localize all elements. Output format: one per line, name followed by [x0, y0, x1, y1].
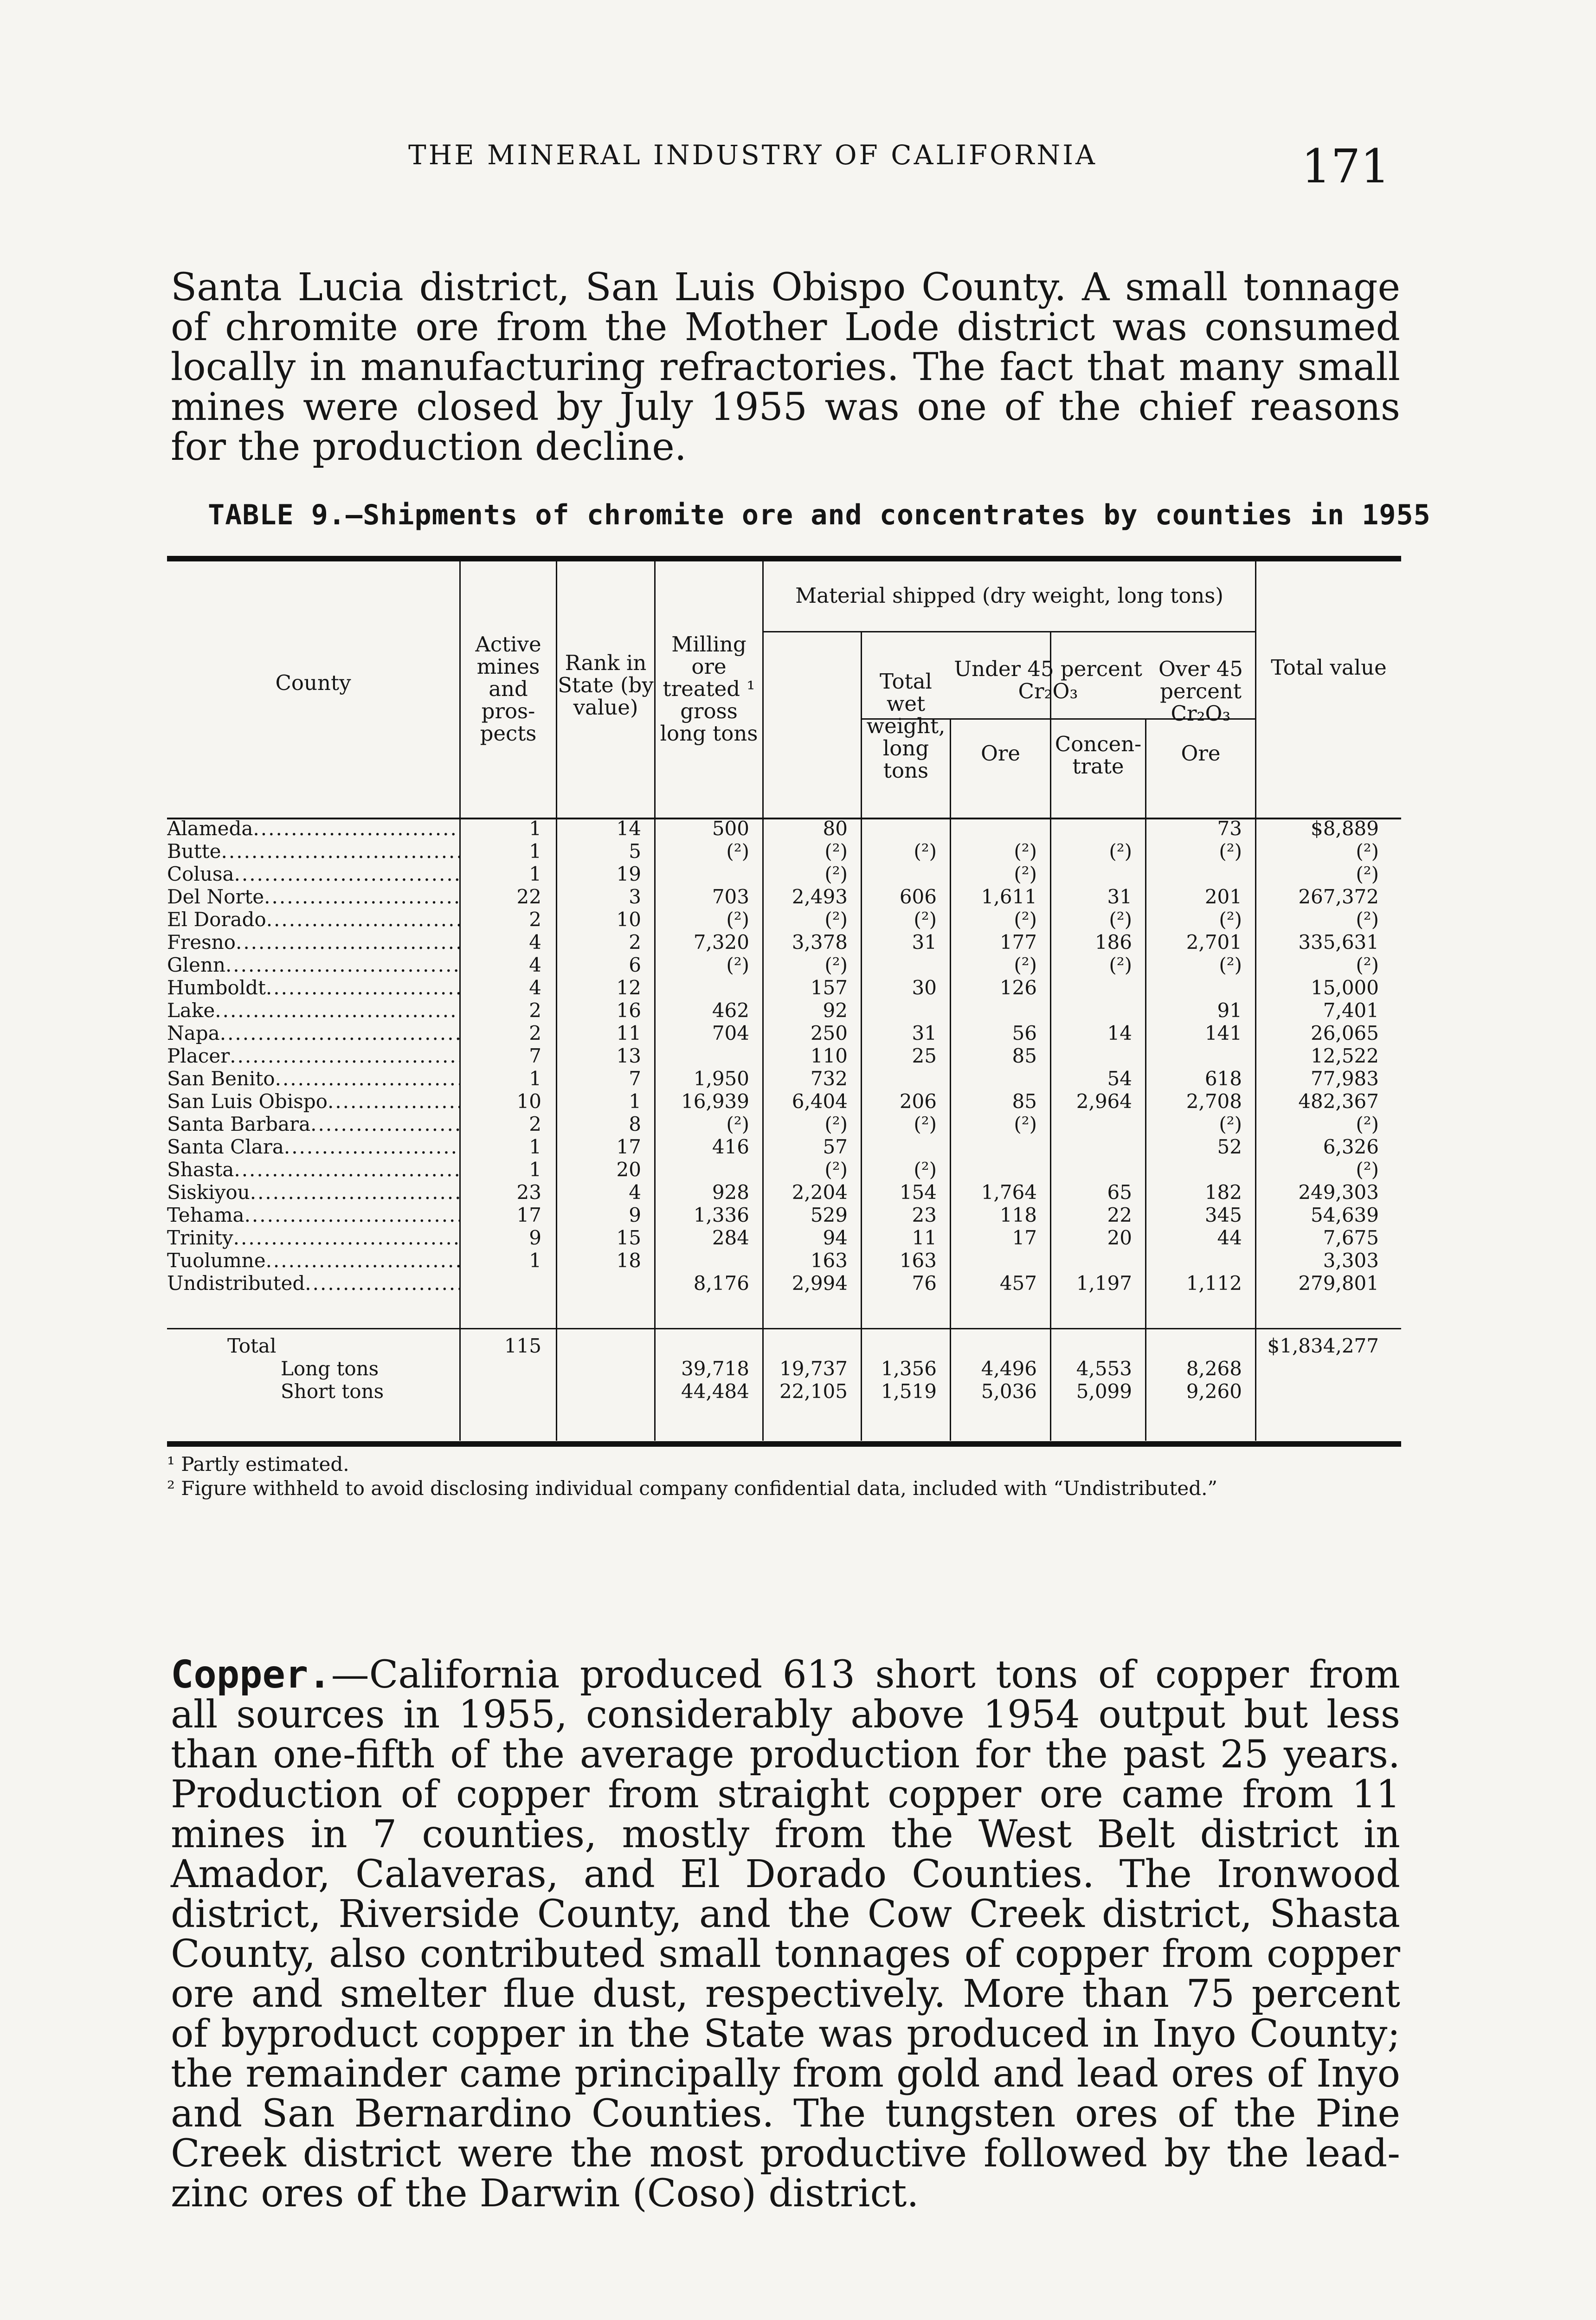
cell-u-ore: 76 — [912, 1272, 937, 1295]
cell-u-ore: 11 — [912, 1226, 937, 1249]
cell-o-conc: 141 — [1204, 1022, 1242, 1044]
cell-o-conc: 182 — [1204, 1181, 1242, 1204]
table-row — [167, 1249, 1401, 1273]
footnote-2: ² Figure withheld to avoid disclosing individual company confidential data, included with “Undistributed.” — [167, 1477, 1217, 1500]
county-label: Glenn — [167, 954, 225, 976]
cell-o-ore: 54 — [1107, 1067, 1132, 1090]
table-row — [167, 1203, 1401, 1227]
cell-rank: 12 — [616, 976, 641, 999]
county-name — [167, 1158, 459, 1182]
county-name — [167, 1180, 459, 1205]
cell-u-ore: (²) — [914, 1158, 937, 1181]
cell-value: 12,522 — [1311, 1044, 1379, 1067]
cell-value: (²) — [1356, 1158, 1379, 1181]
cell-milling: 1,950 — [693, 1067, 749, 1090]
county-label: San Benito — [167, 1067, 275, 1090]
table-row — [167, 1067, 1401, 1091]
county-name — [167, 908, 459, 932]
cell-rank: 19 — [616, 863, 641, 885]
cell-o-conc: (²) — [1219, 1113, 1242, 1135]
header-under-ore: Ore — [980, 741, 1021, 766]
total-cell-o-conc: 9,260 — [1186, 1380, 1242, 1403]
cell-value: 77,983 — [1311, 1067, 1379, 1090]
cell-o-ore: 65 — [1107, 1181, 1132, 1204]
cell-u-conc: (²) — [1014, 908, 1037, 931]
cell-active: 23 — [516, 1181, 541, 1204]
table-row — [167, 885, 1401, 909]
cell-milling: 16,939 — [681, 1090, 749, 1113]
cell-rank: 20 — [616, 1158, 641, 1181]
cell-rank: 4 — [629, 1181, 641, 1204]
county-label: Trinity — [167, 1226, 233, 1249]
cell-o-conc: 345 — [1204, 1204, 1242, 1226]
county-label: Placer — [167, 1044, 230, 1067]
county-label: Del Norte — [167, 885, 264, 908]
county-name — [167, 1067, 459, 1091]
cell-milling: 7,320 — [693, 931, 749, 954]
cell-rank: 17 — [616, 1135, 641, 1158]
county-name — [167, 999, 459, 1023]
copper-section — [171, 1655, 1400, 2214]
cell-rank: 13 — [616, 1044, 641, 1067]
county-name — [167, 1044, 459, 1068]
cell-wet: 157 — [810, 976, 848, 999]
header-material-shipped: Material shipped (dry weight, long tons) — [795, 583, 1223, 608]
header-under-concentrate: Concen-trate — [1055, 732, 1142, 779]
cell-u-ore: 25 — [912, 1044, 937, 1067]
cell-o-ore: 20 — [1107, 1226, 1132, 1249]
cell-wet: 6,404 — [792, 1090, 848, 1113]
total-cell-o-ore: 5,099 — [1076, 1380, 1132, 1403]
cell-wet: 57 — [823, 1135, 848, 1158]
cell-active: 17 — [516, 1204, 541, 1226]
cell-value: 279,801 — [1298, 1272, 1379, 1295]
cell-value: 267,372 — [1298, 885, 1379, 908]
cell-wet: (²) — [824, 840, 848, 863]
county-label: Shasta — [167, 1158, 234, 1181]
cell-wet: 2,994 — [792, 1272, 848, 1295]
cell-milling: 703 — [712, 885, 749, 908]
header-total-wet-weight: Total wet weight, long tons — [866, 669, 946, 783]
total-label: Total — [227, 1334, 277, 1357]
cell-o-conc: (²) — [1219, 840, 1242, 863]
cell-wet: (²) — [824, 863, 848, 885]
total-cell-milling: 44,484 — [681, 1380, 749, 1403]
page-number: 171 — [1301, 139, 1390, 193]
cell-milling: 462 — [712, 999, 749, 1022]
cell-active: 1 — [529, 1249, 541, 1272]
cell-o-conc: (²) — [1219, 908, 1242, 931]
cell-o-conc: 91 — [1217, 999, 1242, 1022]
cell-o-ore: 31 — [1107, 885, 1132, 908]
cell-rank: 15 — [616, 1226, 641, 1249]
cell-o-conc: 1,112 — [1186, 1272, 1242, 1295]
cell-wet: 2,493 — [792, 885, 848, 908]
total-label: Long tons — [281, 1357, 379, 1380]
cell-o-conc: 2,701 — [1186, 931, 1242, 954]
cell-active: 2 — [529, 999, 541, 1022]
county-label: Napa — [167, 1022, 220, 1044]
cell-value: $8,889 — [1311, 817, 1379, 840]
cell-active: 9 — [529, 1226, 541, 1249]
cell-active: 1 — [529, 1067, 541, 1090]
cell-o-ore: 186 — [1094, 931, 1132, 954]
header-under-45: Under 45 percent Cr₂O₃ — [954, 657, 1142, 703]
cell-active: 2 — [529, 1022, 541, 1044]
table-row — [167, 1180, 1401, 1205]
county-name — [167, 976, 459, 1000]
total-cell-wet: 19,737 — [779, 1357, 848, 1380]
cell-value: 335,631 — [1298, 931, 1379, 954]
cell-u-conc: (²) — [1014, 954, 1037, 976]
cell-value: 6,326 — [1323, 1135, 1379, 1158]
cell-value: 249,303 — [1298, 1181, 1379, 1204]
county-name — [167, 817, 459, 841]
copper-heading: Copper. — [171, 1653, 331, 1697]
county-label: Tuolumne — [167, 1249, 266, 1272]
cell-wet: 92 — [823, 999, 848, 1022]
cell-active: 1 — [529, 1135, 541, 1158]
total-cell-active: 115 — [504, 1334, 541, 1357]
header-milling-ore: Milling ore treated ¹ gross long tons — [660, 632, 758, 746]
table-row — [167, 930, 1401, 954]
cell-o-ore: 2,964 — [1076, 1090, 1132, 1113]
cell-u-conc: (²) — [1014, 863, 1037, 885]
cell-u-ore: 23 — [912, 1204, 937, 1226]
county-name — [167, 885, 459, 909]
cell-u-ore: 606 — [899, 885, 937, 908]
total-cell-o-conc: 8,268 — [1186, 1357, 1242, 1380]
cell-value: (²) — [1356, 863, 1379, 885]
cell-u-ore: (²) — [914, 1113, 937, 1135]
cell-wet: 110 — [810, 1044, 848, 1067]
cell-u-ore: 31 — [912, 1022, 937, 1044]
cell-milling: (²) — [726, 908, 749, 931]
cell-o-conc: (²) — [1219, 954, 1242, 976]
table-row — [167, 999, 1401, 1023]
total-cell-milling: 39,718 — [681, 1357, 749, 1380]
cell-o-conc: 618 — [1204, 1067, 1242, 1090]
total-cell-u-conc: 4,496 — [981, 1357, 1037, 1380]
county-label: Santa Barbara — [167, 1113, 311, 1135]
total-row — [167, 1357, 1401, 1381]
header-over-45: Over 45 percent Cr₂O₃ — [1158, 657, 1243, 726]
cell-active: 4 — [529, 931, 541, 954]
table-row — [167, 1021, 1401, 1045]
header-over-ore: Ore — [1181, 741, 1221, 766]
county-label: Lake — [167, 999, 215, 1022]
cell-milling: 284 — [712, 1226, 749, 1249]
cell-milling: 704 — [712, 1022, 749, 1044]
cell-milling: 416 — [712, 1135, 749, 1158]
cell-u-ore: (²) — [914, 908, 937, 931]
cell-rank: 8 — [629, 1113, 641, 1135]
total-cell-wet: 22,105 — [779, 1380, 848, 1403]
cell-rank: 9 — [629, 1204, 641, 1226]
cell-value: 482,367 — [1298, 1090, 1379, 1113]
footnotes — [167, 1452, 1401, 1501]
cell-o-ore: 22 — [1107, 1204, 1132, 1226]
county-label: Fresno — [167, 931, 236, 954]
cell-active: 1 — [529, 817, 541, 840]
county-name — [167, 1249, 459, 1273]
cell-wet: 2,204 — [792, 1181, 848, 1204]
running-head: THE MINERAL INDUSTRY OF CALIFORNIA — [408, 139, 1097, 171]
cell-active: 2 — [529, 1113, 541, 1135]
cell-o-ore: 14 — [1107, 1022, 1132, 1044]
county-label: Alameda — [167, 817, 253, 840]
cell-rank: 7 — [629, 1067, 641, 1090]
cell-rank: 18 — [616, 1249, 641, 1272]
table-row — [167, 1044, 1401, 1068]
intro-paragraph: Santa Lucia district, San Luis Obispo County. A small tonnage of chromite ore from the Mother Lode district was consumed locally in manufacturing refractories. The fact that many small mines were closed by July 1955 was one of the chief reasons for the production decline. — [171, 265, 1400, 469]
county-name — [167, 839, 459, 864]
cell-value: (²) — [1356, 908, 1379, 931]
cell-u-conc: 85 — [1012, 1044, 1037, 1067]
table-row — [167, 1135, 1401, 1159]
header-total-value: Total value — [1271, 655, 1387, 680]
cell-u-conc: 56 — [1012, 1022, 1037, 1044]
cell-milling: 8,176 — [693, 1272, 749, 1295]
cell-wet: 163 — [810, 1249, 848, 1272]
cell-value: (²) — [1356, 954, 1379, 976]
cell-active: 1 — [529, 863, 541, 885]
cell-value: 7,675 — [1323, 1226, 1379, 1249]
cell-o-conc: 201 — [1204, 885, 1242, 908]
cell-o-ore: 1,197 — [1076, 1272, 1132, 1295]
county-name — [167, 1271, 459, 1295]
table-row — [167, 976, 1401, 1000]
cell-milling: (²) — [726, 840, 749, 863]
cell-u-ore: 31 — [912, 931, 937, 954]
footnote-1: ¹ Partly estimated. — [167, 1453, 349, 1476]
cell-value: (²) — [1356, 840, 1379, 863]
cell-milling: 928 — [712, 1181, 749, 1204]
county-label: Tehama — [167, 1204, 245, 1226]
cell-value: 54,639 — [1311, 1204, 1379, 1226]
total-row — [167, 1379, 1401, 1404]
cell-value: 7,401 — [1323, 999, 1379, 1022]
cell-u-ore: 206 — [899, 1090, 937, 1113]
county-name — [167, 1089, 459, 1114]
cell-u-ore: (²) — [914, 840, 937, 863]
total-cell-u-conc: 5,036 — [981, 1380, 1037, 1403]
cell-rank: 16 — [616, 999, 641, 1022]
cell-milling: 1,336 — [693, 1204, 749, 1226]
county-label: Humboldt — [167, 976, 266, 999]
county-label: San Luis Obispo — [167, 1090, 328, 1113]
header-rank: Rank in State (by value) — [558, 651, 654, 720]
cell-value: (²) — [1356, 1113, 1379, 1135]
cell-active: 1 — [529, 1158, 541, 1181]
cell-wet: 3,378 — [792, 931, 848, 954]
cell-rank: 2 — [629, 931, 641, 954]
cell-u-conc: 126 — [999, 976, 1037, 999]
table-row — [167, 817, 1401, 841]
header-active-mines: Active mines and pros-pects — [475, 632, 541, 746]
county-name — [167, 1203, 459, 1227]
cell-rank: 3 — [629, 885, 641, 908]
table-row — [167, 1089, 1401, 1114]
cell-o-conc: 52 — [1217, 1135, 1242, 1158]
table-row — [167, 839, 1401, 864]
cell-u-conc: 1,764 — [981, 1181, 1037, 1204]
cell-o-conc: 73 — [1217, 817, 1242, 840]
cell-wet: 94 — [823, 1226, 848, 1249]
copper-text: —California produced 613 short tons of copper from all sources in 1955, considerably above 1954 output but less than one-fifth of the average production for the past 25 years. Production of copper from straight copper ore came from 11 mines in 7 counties, mostly from the West Belt district in Amador, Calaveras, and El Dorado Counties. The Ironwood district, Riverside County, and the Cow Creek district, Shasta County, also contributed small tonnages of copper from copper ore and smelter flue dust, respectively. More than 75 percent of byproduct copper in the State was produced in Inyo County; the remainder came principally from gold and lead ores of Inyo and San Bernardino Counties. The tungsten ores of the Pine Creek district were the most productive followed by the lead-zinc ores of the Darwin (Coso) district. — [171, 1653, 1400, 2216]
table-row — [167, 1271, 1401, 1295]
county-label: Butte — [167, 840, 221, 863]
cell-active: 2 — [529, 908, 541, 931]
cell-u-conc: 17 — [1012, 1226, 1037, 1249]
cell-rank: 11 — [616, 1022, 641, 1044]
table-row — [167, 1226, 1401, 1250]
county-name — [167, 1226, 459, 1250]
cell-milling: (²) — [726, 954, 749, 976]
cell-u-conc: (²) — [1014, 1113, 1037, 1135]
cell-rank: 1 — [629, 1090, 641, 1113]
county-name — [167, 953, 459, 977]
cell-u-conc: 177 — [999, 931, 1037, 954]
county-name — [167, 862, 459, 886]
cell-rank: 14 — [616, 817, 641, 840]
cell-u-ore: 30 — [912, 976, 937, 999]
county-label: Santa Clara — [167, 1135, 284, 1158]
header-county: County — [275, 670, 351, 695]
total-label: Short tons — [281, 1380, 384, 1403]
total-cell-o-ore: 4,553 — [1076, 1357, 1132, 1380]
total-cell-u-ore: 1,519 — [881, 1380, 937, 1403]
cell-rank: 5 — [629, 840, 641, 863]
cell-active: 1 — [529, 840, 541, 863]
cell-rank: 10 — [616, 908, 641, 931]
cell-o-conc: 44 — [1217, 1226, 1242, 1249]
total-row — [167, 1334, 1401, 1358]
county-name — [167, 1135, 459, 1159]
county-name — [167, 1112, 459, 1136]
cell-active: 22 — [516, 885, 541, 908]
table-row — [167, 908, 1401, 932]
total-cell-u-ore: 1,356 — [881, 1357, 937, 1380]
cell-wet: (²) — [824, 908, 848, 931]
cell-o-conc: 2,708 — [1186, 1090, 1242, 1113]
cell-u-conc: (²) — [1014, 840, 1037, 863]
cell-o-ore: (²) — [1109, 954, 1132, 976]
cell-u-ore: 163 — [899, 1249, 937, 1272]
cell-active: 4 — [529, 976, 541, 999]
cell-rank: 6 — [629, 954, 641, 976]
header-rule — [762, 631, 1255, 632]
cell-o-ore: (²) — [1109, 908, 1132, 931]
cell-milling: 500 — [712, 817, 749, 840]
cell-wet: (²) — [824, 1113, 848, 1135]
cell-o-ore: (²) — [1109, 840, 1132, 863]
cell-wet: 732 — [810, 1067, 848, 1090]
table-row — [167, 953, 1401, 977]
cell-wet: (²) — [824, 1158, 848, 1181]
total-cell-value: $1,834,277 — [1267, 1334, 1379, 1357]
cell-wet: 529 — [810, 1204, 848, 1226]
cell-active: 7 — [529, 1044, 541, 1067]
county-name — [167, 1021, 459, 1045]
cell-milling: (²) — [726, 1113, 749, 1135]
county-label: El Dorado — [167, 908, 266, 931]
cell-wet: 80 — [823, 817, 848, 840]
cell-active: 4 — [529, 954, 541, 976]
cell-u-conc: 118 — [999, 1204, 1037, 1226]
table-row — [167, 862, 1401, 886]
county-name — [167, 930, 459, 954]
cell-wet: 250 — [810, 1022, 848, 1044]
cell-value: 3,303 — [1323, 1249, 1379, 1272]
cell-value: 15,000 — [1311, 976, 1379, 999]
cell-active: 10 — [516, 1090, 541, 1113]
county-label: Undistributed — [167, 1272, 305, 1295]
county-label: Colusa — [167, 863, 234, 885]
cell-value: 26,065 — [1311, 1022, 1379, 1044]
cell-u-ore: 154 — [899, 1181, 937, 1204]
cell-wet: (²) — [824, 954, 848, 976]
table-row — [167, 1158, 1401, 1182]
cell-u-conc: 457 — [999, 1272, 1037, 1295]
cell-u-conc: 85 — [1012, 1090, 1037, 1113]
table-row — [167, 1112, 1401, 1136]
total-rule — [167, 1328, 1401, 1329]
county-label: Siskiyou — [167, 1181, 250, 1204]
table-caption: TABLE 9.—Shipments of chromite ore and concentrates by counties in 1955 — [208, 499, 1431, 531]
cell-u-conc: 1,611 — [981, 885, 1037, 908]
